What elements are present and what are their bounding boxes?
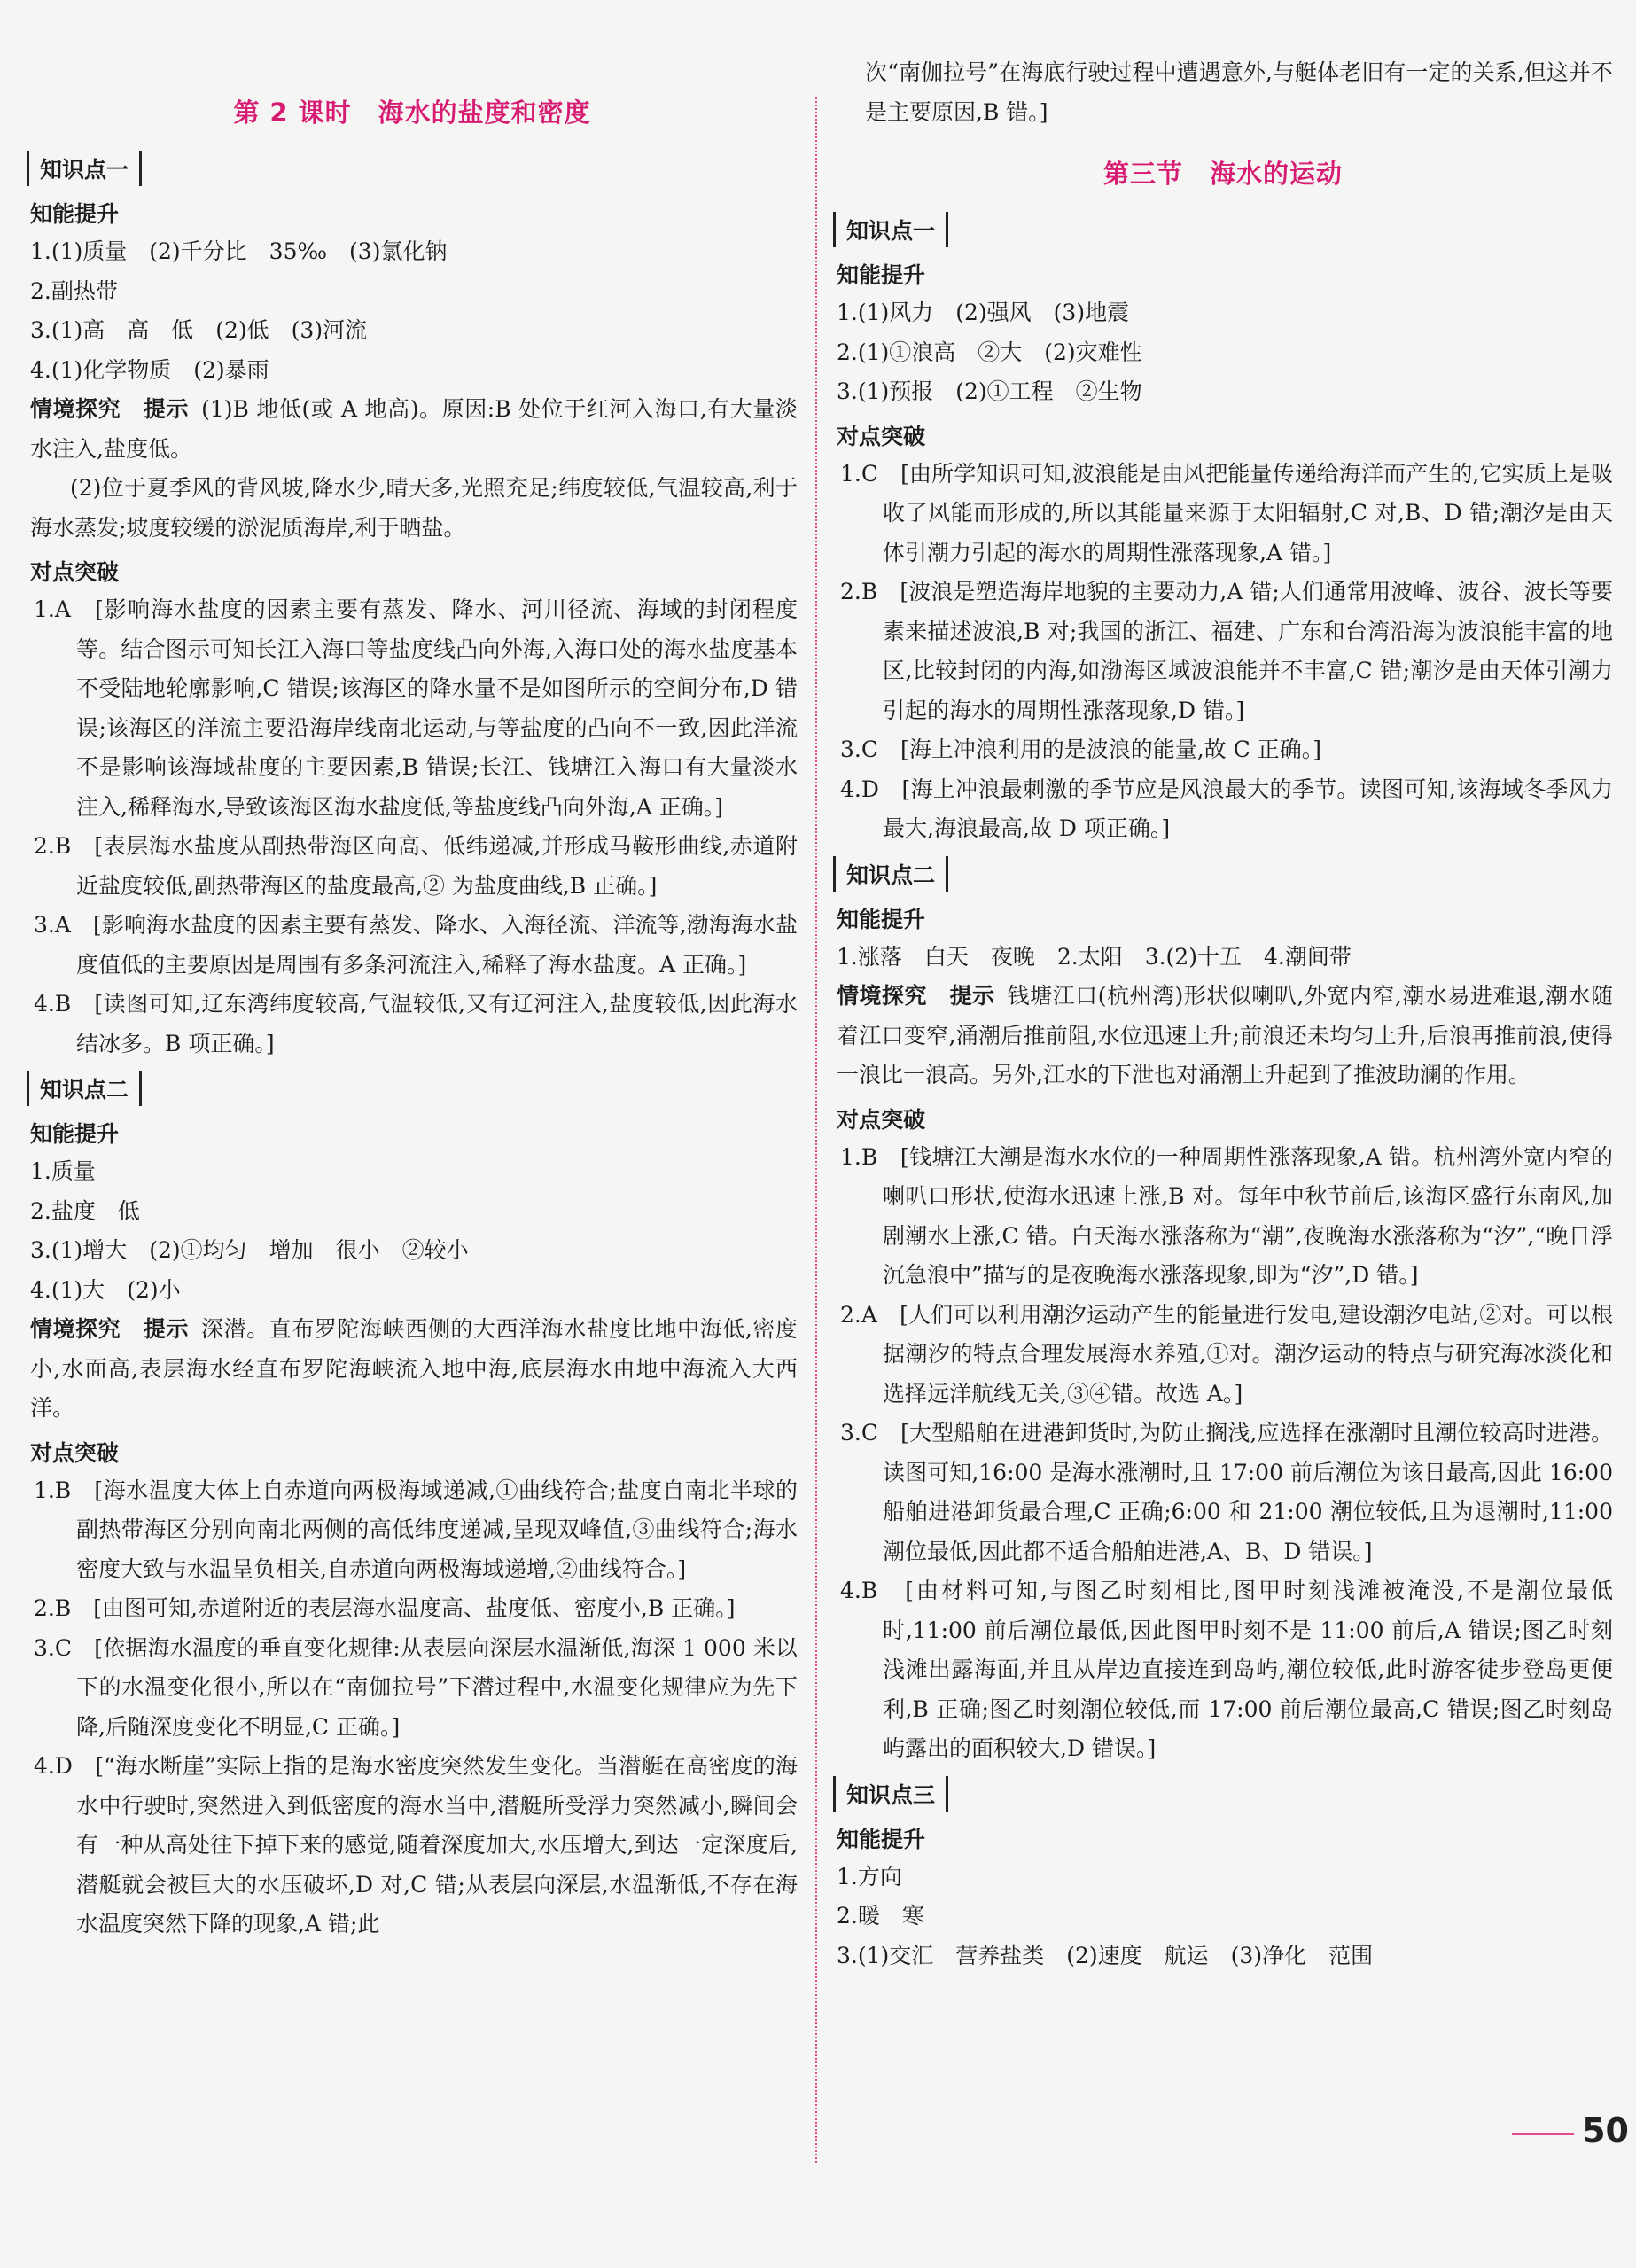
section-header-k3: 知识点三 [833, 1776, 948, 1812]
explore-paragraph-2: (2)位于夏季风的背风坡,降水少,晴天多,光照充足;纬度较低,气温较高,利于海水蒸发;坡度较缓的淤泥质海岸,利于晒盐。 [30, 475, 798, 541]
section-title: 第三节 海水的运动 [1102, 159, 1343, 189]
subheading-practice: 对点突破 [30, 1439, 120, 1466]
subheading-practice: 对点突破 [837, 1106, 926, 1133]
answer-line: 1.质量 [30, 1158, 96, 1184]
answer-line: 1.(1)风力 (2)强风 (3)地震 [837, 300, 1130, 325]
answer-item: 1.B [钱塘江大潮是海水水位的一种周期性涨落现象,A 错。杭州湾外宽内窄的喇叭口形状,使海水迅速上涨,B 对。每年中秋节前后,该海区盛行东南风,加剧潮水上涨,C 错。白天海水涨落称为“潮”,夜晚海水涨落称为“汐”,“晚日浮沉急浪中”描写的是夜晚海水涨落现象,即为“汐”,D 错。] [840, 1143, 1613, 1288]
page-number-dash [1512, 2133, 1574, 2135]
explore-label: 情境探究 提示 [30, 1316, 190, 1342]
answer-line: 2.暖 寒 [837, 1903, 924, 1929]
answer-item: 1.A [影响海水盐度的因素主要有蒸发、降水、河川径流、海域的封闭程度等。结合图示可知长江入海口等盐度线凸向外海,入海口处的海水盐度基本不受陆地轮廓影响,C 错误;该海区的降水量不是如图所示的空间分布,D 错误;该海区的洋流主要沿海岸线南北运动,与等盐度的凸向不一致,因此洋流不是影响该海域盐度的主要因素,B 错误;长江、钱塘江入海口有大量淡水注入,稀释海水,导致该海区海水盐度低,等盐度线凸向外海,A 正确。] [34, 596, 798, 820]
answer-line: 3.(1)交汇 营养盐类 (2)速度 航运 (3)净化 范围 [837, 1942, 1374, 1968]
answer-item: 2.B [表层海水盐度从副热带海区向高、低纬递减,并形成马鞍形曲线,赤道附近盐度较低,副热带海区的盐度最高,② 为盐度曲线,B 正确。] [34, 833, 798, 899]
answer-item: 3.A [影响海水盐度的因素主要有蒸发、降水、入海径流、洋流等,渤海海水盐度值低的主要原因是周围有多条河流注入,稀释了海水盐度。A 正确。] [34, 912, 798, 978]
answer-item: 4.D [海上冲浪最刺激的季节应是风浪最大的季节。读图可知,该海域冬季风力最大,海浪最高,故 D 项正确。] [840, 775, 1613, 841]
answer-item: 3.C [海上冲浪利用的是波浪的能量,故 C 正确。] [840, 737, 1321, 762]
right-column [833, 53, 1613, 1976]
subheading-skills: 知能提升 [837, 1826, 926, 1852]
answer-line: 2.(1)①浪高 ②大 (2)灾难性 [837, 339, 1142, 365]
continuation-text: 次“南伽拉号”在海底行驶过程中遭遇意外,与艇体老旧有一定的关系,但这并不是主要原因,B 错。] [865, 59, 1613, 125]
answer-item: 4.B [读图可知,辽东湾纬度较高,气温较低,又有辽河注入,盐度较低,因此海水结冰多。B 项正确。] [34, 991, 798, 1056]
subheading-practice: 对点突破 [30, 559, 120, 585]
explore-paragraph: 情境探究 提示 (1)B 地低(或 A 地高)。原因:B 处位于红河入海口,有大量淡水注入,盐度低。 [30, 396, 798, 462]
answer-line: 3.(1)高 高 低 (2)低 (3)河流 [30, 317, 368, 343]
answer-line: 1.涨落 白天 夜晚 2.太阳 3.(2)十五 4.潮间带 [837, 943, 1352, 970]
answer-item: 1.B [海水温度大体上自赤道向两极海域递减,①曲线符合;盐度自南北半球的副热带海区分别向南北两侧的高低纬度递减,呈现双峰值,③曲线符合;海水密度大致与水温呈负相关,自赤道向两极海域递增,②曲线符合。] [34, 1477, 798, 1582]
answer-line: 2.副热带 [30, 277, 118, 304]
answer-line: 3.(1)增大 (2)①均匀 增加 很小 ②较小 [30, 1237, 469, 1263]
section-header-k2: 知识点二 [833, 856, 948, 892]
section-header-k1: 知识点一 [833, 212, 948, 247]
answer-item: 1.C [由所学知识可知,波浪能是由风把能量传递给海洋而产生的,它实质上是吸收了风能而形成的,所以其能量来源于太阳辐射,C 对,B、D 错;潮汐是由天体引潮力引起的海水的周期性涨落现象,A 错。] [840, 460, 1613, 565]
answer-item: 2.B [波浪是塑造海岸地貌的主要动力,A 错;人们通常用波峰、波谷、波长等要素来描述波浪,B 对;我国的浙江、福建、广东和台湾沿海为波浪能丰富的地区,比较封闭的内海,如渤海区域波浪能并不丰富,C 错;潮汐是由天体引潮力引起的海水的周期性涨落现象,D 错。] [840, 579, 1613, 723]
lesson-title: 第 2 课时 海水的盐度和密度 [233, 97, 591, 128]
answer-line: 3.(1)预报 (2)①工程 ②生物 [837, 378, 1142, 404]
answer-line: 2.盐度 低 [30, 1197, 140, 1224]
answer-item: 2.B [由图可知,赤道附近的表层海水温度高、盐度低、密度小,B 正确。] [34, 1595, 736, 1621]
answer-item: 3.C [大型船舶在进港卸货时,为防止搁浅,应选择在涨潮时且潮位较高时进港。读图可知,16:00 是海水涨潮时,且 17:00 前后潮位为该日最高,因此 16:00 船舶进港卸货最合理,C 正确;6:00 和 21:00 潮位较低,且为退潮时,11:00 潮位最低,因此都不适合船舶进港,A、B、D 错误。] [840, 1420, 1613, 1564]
subheading-practice: 对点突破 [837, 423, 926, 449]
explore-label: 情境探究 提示 [30, 396, 190, 422]
answer-line: 1.(1)质量 (2)千分比 35‰ (3)氯化钠 [30, 238, 448, 264]
answer-line: 4.(1)大 (2)小 [30, 1276, 181, 1303]
explore-paragraph: 情境探究 提示 钱塘江口(杭州湾)形状似喇叭,外宽内窄,潮水易进难退,潮水随着江口变窄,涌潮后推前阻,水位迅速上升;前浪还未均匀上升,后浪再推前浪,使得一浪比一浪高。另外,江水的下泄也对涌潮上升起到了推波助澜的作用。 [837, 983, 1613, 1087]
explore-paragraph: 情境探究 提示 深潜。直布罗陀海峡西侧的大西洋海水盐度比地中海低,密度小,水面高,表层海水经直布罗陀海峡流入地中海,底层海水由地中海流入大西洋。 [30, 1316, 798, 1421]
subheading-skills: 知能提升 [30, 201, 120, 227]
page-number: 50 [1582, 2111, 1629, 2150]
section-header-k2: 知识点二 [27, 1071, 142, 1106]
subheading-skills: 知能提升 [837, 906, 926, 932]
answer-item: 4.D [“海水断崖”实际上指的是海水密度突然发生变化。当潜艇在高密度的海水中行驶时,突然进入到低密度的海水当中,潜艇所受浮力突然减小,瞬间会有一种从高处往下掉下来的感觉,随着深度加大,水压增大,到达一定深度后,潜艇就会被巨大的水压破坏,D 对,C 错;从表层向深层,水温渐低,不存在海水温度突然下降的现象,A 错;此 [34, 1753, 798, 1937]
subheading-skills: 知能提升 [30, 1121, 120, 1147]
subheading-skills: 知能提升 [837, 262, 926, 288]
answer-item: 3.C [依据海水温度的垂直变化规律:从表层向深层水温渐低,海深 1 000 米以下的水温变化很小,所以在“南伽拉号”下潜过程中,水温变化规律应为先下降,后随深度变化不明显,C 正确。] [34, 1634, 798, 1740]
answer-item: 2.A [人们可以利用潮汐运动产生的能量进行发电,建设潮汐电站,②对。可以根据潮汐的特点合理发展海水养殖,①对。潮汐运动的特点与研究海冰淡化和选择远洋航线无关,③④错。故选 A。] [840, 1301, 1613, 1407]
section-header-k1: 知识点一 [27, 151, 142, 186]
column-divider [815, 97, 817, 2163]
answer-item: 4.B [由材料可知,与图乙时刻相比,图甲时刻浅滩被淹没,不是潮位最低时,11:00 前后潮位最低,因此图甲时刻不是 11:00 前后,A 错误;图乙时刻浅滩出露海面,并且从岸边直接连到岛屿,潮位较低,此时游客徒步登岛更便利,B 正确;图乙时刻潮位较低,而 17:00 前后潮位最高,C 错误;图乙时刻岛屿露出的面积较大,D 错误。] [840, 1578, 1613, 1761]
explore-label: 情境探究 提示 [837, 983, 995, 1009]
answer-line: 4.(1)化学物质 (2)暴雨 [30, 356, 269, 383]
answer-line: 1.方向 [837, 1863, 902, 1890]
left-column [27, 75, 798, 1945]
